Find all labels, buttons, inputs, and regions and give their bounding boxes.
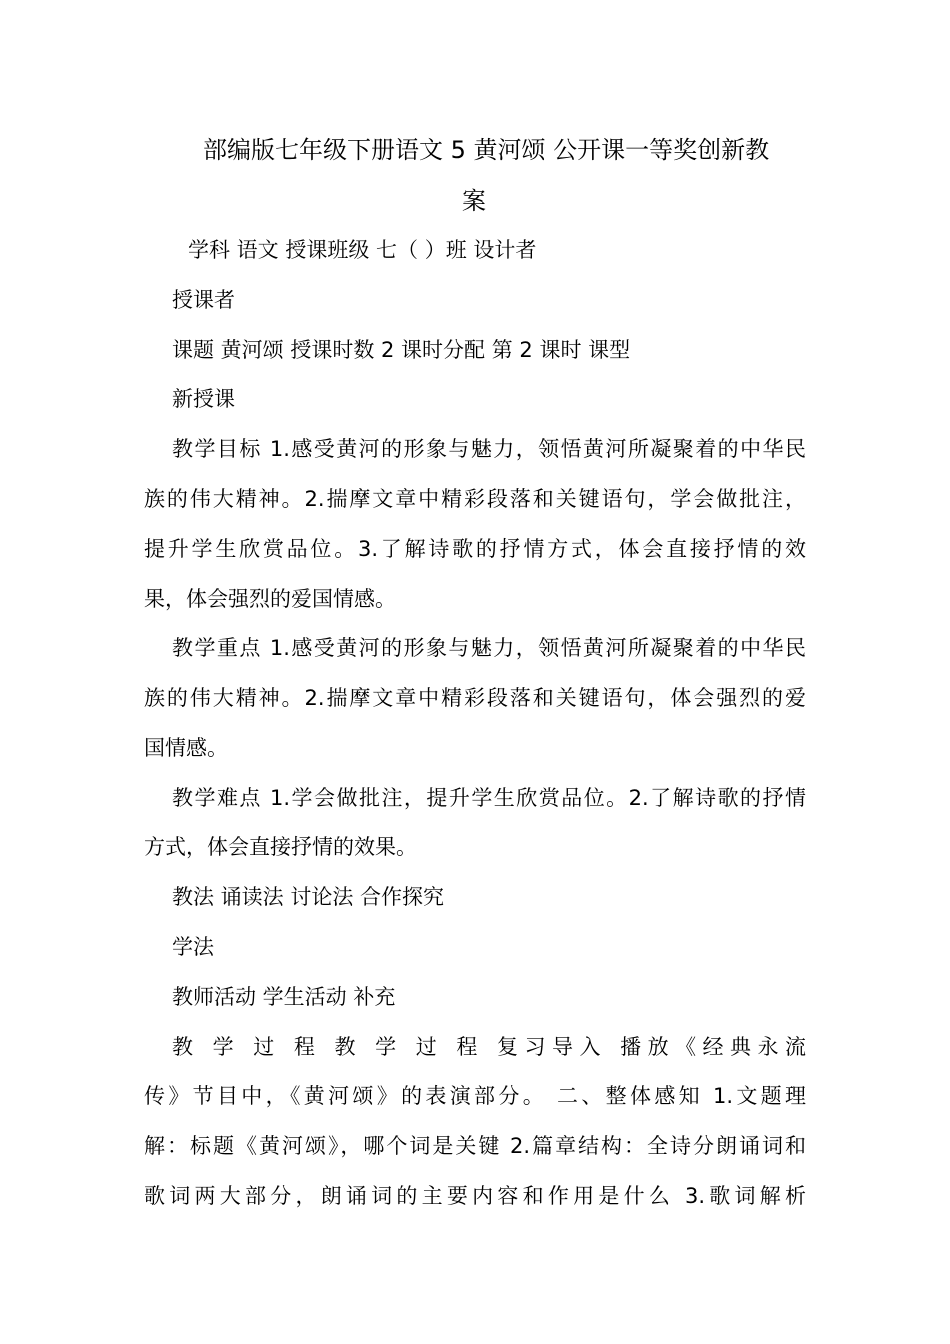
key-points-line-2: 族的伟大精神。2.揣摩文章中精彩段落和关键语句，体会强烈的爱: [144, 686, 806, 710]
learning-methods-line: 学法: [172, 935, 214, 959]
process-line-2: 传》节目中，《黄河颂》的表演部分。 二、整体感知 1.文题理: [144, 1084, 806, 1108]
objectives-line-3: 提升学生欣赏品位。3.了解诗歌的抒情方式，体会直接抒情的效: [144, 537, 806, 561]
info-subject-class-line: 学科 语文 授课班级 七（ ）班 设计者: [188, 238, 537, 262]
info-teacher-line: 授课者: [172, 288, 235, 312]
process-line-4: 歌词两大部分，朗诵词的主要内容和作用是什么 3.歌词解析: [144, 1184, 806, 1208]
key-points-line-3: 国情感。: [144, 736, 228, 760]
objectives-line-1: 教学目标 1.感受黄河的形象与魅力，领悟黄河所凝聚着的中华民: [172, 437, 806, 461]
document-title-line-1: 部编版七年级下册语文 5 黄河颂 公开课一等奖创新教: [203, 136, 770, 164]
process-line-1: 教 学 过 程 教 学 过 程 复习导入 播放《经典永流: [172, 1035, 806, 1059]
teaching-methods-line: 教法 诵读法 讨论法 合作探究: [172, 885, 445, 909]
objectives-line-2: 族的伟大精神。2.揣摩文章中精彩段落和关键语句，学会做批注，: [144, 487, 806, 511]
objectives-line-4: 果，体会强烈的爱国情感。: [144, 587, 396, 611]
difficulties-line-2: 方式，体会直接抒情的效果。: [144, 835, 417, 859]
activities-header-line: 教师活动 学生活动 补充: [172, 985, 396, 1009]
difficulties-line-1: 教学难点 1.学会做批注，提升学生欣赏品位。2.了解诗歌的抒情: [172, 786, 806, 810]
document-title-line-2: 案: [462, 187, 486, 215]
info-lesson-type-line: 新授课: [172, 387, 235, 411]
info-topic-line: 课题 黄河颂 授课时数 2 课时分配 第 2 课时 课型: [172, 338, 631, 362]
process-line-3: 解：标题《黄河颂》，哪个词是关键 2.篇章结构：全诗分朗诵词和: [144, 1134, 806, 1158]
key-points-line-1: 教学重点 1.感受黄河的形象与魅力，领悟黄河所凝聚着的中华民: [172, 636, 806, 660]
